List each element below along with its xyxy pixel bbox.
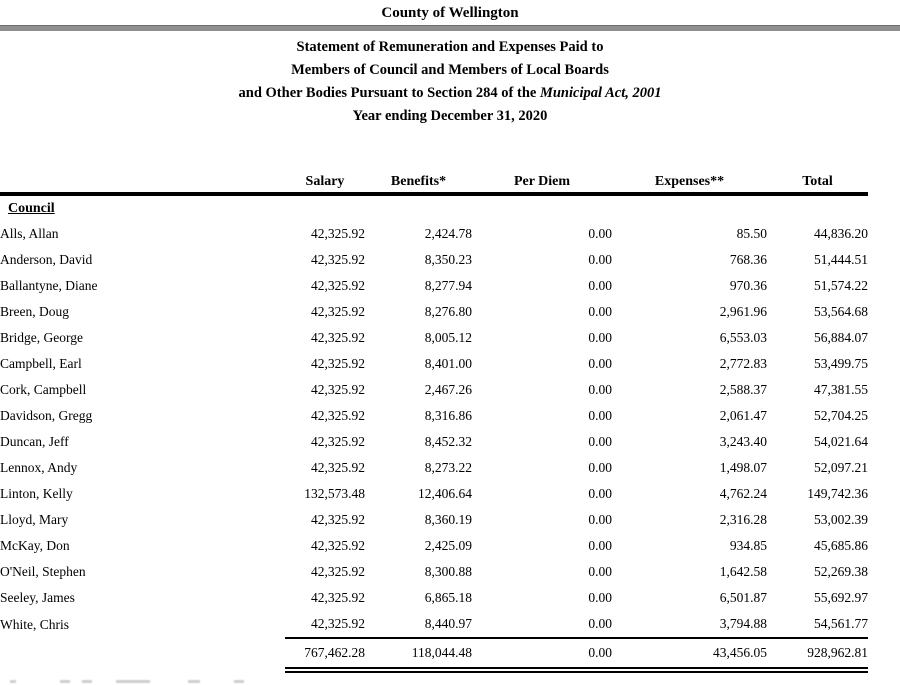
member-name-cell: Lennox, Andy <box>0 460 78 475</box>
salary-cell: 42,325.92 <box>311 226 365 241</box>
totals-expenses-cell: 43,456.05 <box>612 638 767 670</box>
total-cell: 53,499.75 <box>814 356 868 371</box>
expenses-cell: 2,772.83 <box>719 356 767 371</box>
member-name-cell: Duncan, Jeff <box>0 434 69 449</box>
expenses-cell: 768.36 <box>729 252 767 267</box>
per-diem-cell: 0.00 <box>588 278 612 293</box>
benefits-cell: 8,316.86 <box>424 408 472 423</box>
subtitle-line-3-prefix: and Other Bodies Pursuant to Section 284 of the <box>238 85 540 101</box>
member-name-cell: McKay, Don <box>0 538 70 553</box>
salary-cell: 42,325.92 <box>311 460 365 475</box>
document-title: County of Wellington <box>381 5 519 21</box>
salary-cell: 42,325.92 <box>311 356 365 371</box>
totals-empty-cell <box>0 638 285 670</box>
total-cell: 51,444.51 <box>814 252 868 267</box>
benefits-cell: 6,865.18 <box>424 590 472 605</box>
member-row <box>0 247 868 273</box>
member-row <box>0 611 868 638</box>
totals-salary-cell: 767,462.28 <box>285 638 365 670</box>
member-row <box>0 455 868 481</box>
expenses-cell: 2,061.47 <box>719 408 767 423</box>
total-cell: 52,704.25 <box>814 408 868 423</box>
expenses-cell: 1,642.58 <box>719 564 767 579</box>
member-name-cell: Cork, Campbell <box>0 382 87 397</box>
per-diem-cell: 0.00 <box>588 356 612 371</box>
benefits-cell: 8,005.12 <box>424 330 472 345</box>
title-divider-rule <box>0 25 900 31</box>
member-name-cell: Bridge, George <box>0 330 83 345</box>
total-cell: 149,742.36 <box>807 486 868 501</box>
subtitle-line-2: Members of Council and Members of Local Boards <box>291 62 609 78</box>
member-row <box>0 507 868 533</box>
benefits-cell: 8,273.22 <box>424 460 472 475</box>
member-name-cell: Davidson, Gregg <box>0 408 93 423</box>
benefits-cell: 8,452.32 <box>424 434 472 449</box>
salary-cell: 42,325.92 <box>311 382 365 397</box>
totals-benefits-cell: 118,044.48 <box>365 638 472 670</box>
column-header-salary: Salary <box>285 142 365 194</box>
salary-cell: 42,325.92 <box>311 564 365 579</box>
expenses-cell: 6,553.03 <box>719 330 767 345</box>
total-cell: 45,685.86 <box>814 538 868 553</box>
expenses-cell: 934.85 <box>729 538 767 553</box>
council-rows <box>0 194 868 670</box>
table-header <box>0 142 868 194</box>
total-cell: 54,021.64 <box>814 434 868 449</box>
salary-cell: 42,325.92 <box>311 330 365 345</box>
footnote-smudge <box>10 680 16 683</box>
per-diem-cell: 0.00 <box>588 590 612 605</box>
per-diem-cell: 0.00 <box>588 434 612 449</box>
per-diem-cell: 0.00 <box>588 304 612 319</box>
expenses-cell: 6,501.87 <box>719 590 767 605</box>
expenses-cell: 85.50 <box>736 226 767 241</box>
salary-cell: 42,325.92 <box>311 278 365 293</box>
totals-row <box>0 638 868 670</box>
member-row <box>0 377 868 403</box>
table-header-row <box>0 142 868 194</box>
column-header-total: Total <box>767 142 868 194</box>
cut-off-footnote-text <box>0 678 420 685</box>
member-name-cell: Lloyd, Mary <box>0 512 69 527</box>
per-diem-cell: 0.00 <box>588 252 612 267</box>
subtitle-line-4: Year ending December 31, 2020 <box>352 108 548 124</box>
member-name-cell: Linton, Kelly <box>0 486 73 501</box>
column-header-per-diem: Per Diem <box>472 142 612 194</box>
section-label: Council <box>8 200 55 216</box>
salary-cell: 42,325.92 <box>311 616 365 631</box>
salary-cell: 42,325.92 <box>311 590 365 605</box>
benefits-cell: 8,360.19 <box>424 512 472 527</box>
benefits-cell: 12,406.64 <box>418 486 472 501</box>
member-name-cell: Anderson, David <box>0 252 93 267</box>
member-name-cell: Breen, Doug <box>0 304 69 319</box>
footnote-smudge <box>116 680 150 683</box>
total-cell: 53,564.68 <box>814 304 868 319</box>
member-row <box>0 585 868 611</box>
member-row <box>0 351 868 377</box>
subtitle-line-3 <box>0 82 900 105</box>
benefits-cell: 2,424.78 <box>424 226 472 241</box>
member-name-cell: O'Neil, Stephen <box>0 564 86 579</box>
benefits-cell: 8,277.94 <box>424 278 472 293</box>
salary-cell: 42,325.92 <box>311 252 365 267</box>
expenses-cell: 2,316.28 <box>719 512 767 527</box>
salary-cell: 42,325.92 <box>311 512 365 527</box>
salary-cell: 42,325.92 <box>311 408 365 423</box>
per-diem-cell: 0.00 <box>588 564 612 579</box>
subtitle-line-1: Statement of Remuneration and Expenses Paid to <box>296 39 604 55</box>
benefits-cell: 8,440.97 <box>424 616 472 631</box>
expenses-cell: 3,243.40 <box>719 434 767 449</box>
per-diem-cell: 0.00 <box>588 616 612 631</box>
member-row <box>0 403 868 429</box>
totals-per-diem-cell: 0.00 <box>472 638 612 670</box>
per-diem-cell: 0.00 <box>588 382 612 397</box>
benefits-cell: 8,276.80 <box>424 304 472 319</box>
member-name-cell: White, Chris <box>0 616 69 632</box>
footnote-smudge <box>60 680 70 683</box>
total-cell: 52,269.38 <box>814 564 868 579</box>
salary-cell: 42,325.92 <box>311 304 365 319</box>
benefits-cell: 8,401.00 <box>424 356 472 371</box>
expenses-cell: 4,762.24 <box>719 486 767 501</box>
per-diem-cell: 0.00 <box>588 408 612 423</box>
column-header-benefits: Benefits* <box>365 142 472 194</box>
per-diem-cell: 0.00 <box>588 538 612 553</box>
document-subtitle-block <box>0 36 900 128</box>
expenses-cell: 2,588.37 <box>719 382 767 397</box>
per-diem-cell: 0.00 <box>588 330 612 345</box>
footnote-smudge <box>82 680 92 683</box>
member-row <box>0 325 868 351</box>
total-cell: 55,692.97 <box>814 590 868 605</box>
benefits-cell: 8,300.88 <box>424 564 472 579</box>
benefits-cell: 2,425.09 <box>424 538 472 553</box>
member-row <box>0 429 868 455</box>
per-diem-cell: 0.00 <box>588 512 612 527</box>
member-row <box>0 481 868 507</box>
column-header-name-empty <box>0 142 285 194</box>
footnote-smudge <box>188 680 200 683</box>
member-name-cell: Ballantyne, Diane <box>0 278 98 293</box>
member-row <box>0 533 868 559</box>
salary-cell: 132,573.48 <box>304 486 365 501</box>
benefits-cell: 8,350.23 <box>424 252 472 267</box>
total-cell: 53,002.39 <box>814 512 868 527</box>
expenses-cell: 970.36 <box>729 278 767 293</box>
total-cell: 54,561.77 <box>814 616 868 631</box>
column-header-expenses: Expenses** <box>612 142 767 194</box>
benefits-cell: 2,467.26 <box>424 382 472 397</box>
subtitle-line-3-act-name: Municipal Act, 2001 <box>539 85 662 101</box>
expenses-cell: 2,961.96 <box>719 304 767 319</box>
total-cell: 47,381.55 <box>814 382 868 397</box>
per-diem-cell: 0.00 <box>588 486 612 501</box>
per-diem-cell: 0.00 <box>588 460 612 475</box>
total-cell: 56,884.07 <box>814 330 868 345</box>
expenses-cell: 1,498.07 <box>719 460 767 475</box>
footnote-smudge <box>234 680 244 683</box>
member-name-cell: Alls, Allan <box>0 226 59 241</box>
remuneration-table <box>0 142 868 673</box>
member-row <box>0 221 868 247</box>
total-cell: 51,574.22 <box>814 278 868 293</box>
salary-cell: 42,325.92 <box>311 434 365 449</box>
total-cell: 52,097.21 <box>814 460 868 475</box>
section-header-council <box>0 194 868 221</box>
totals-total-cell: 928,962.81 <box>767 638 868 670</box>
member-row <box>0 273 868 299</box>
member-name-cell: Seeley, James <box>0 590 75 605</box>
member-name-cell: Campbell, Earl <box>0 356 82 371</box>
member-row <box>0 559 868 585</box>
per-diem-cell: 0.00 <box>588 226 612 241</box>
expenses-cell: 3,794.88 <box>719 616 767 631</box>
member-row <box>0 299 868 325</box>
salary-cell: 42,325.92 <box>311 538 365 553</box>
total-cell: 44,836.20 <box>814 226 868 241</box>
